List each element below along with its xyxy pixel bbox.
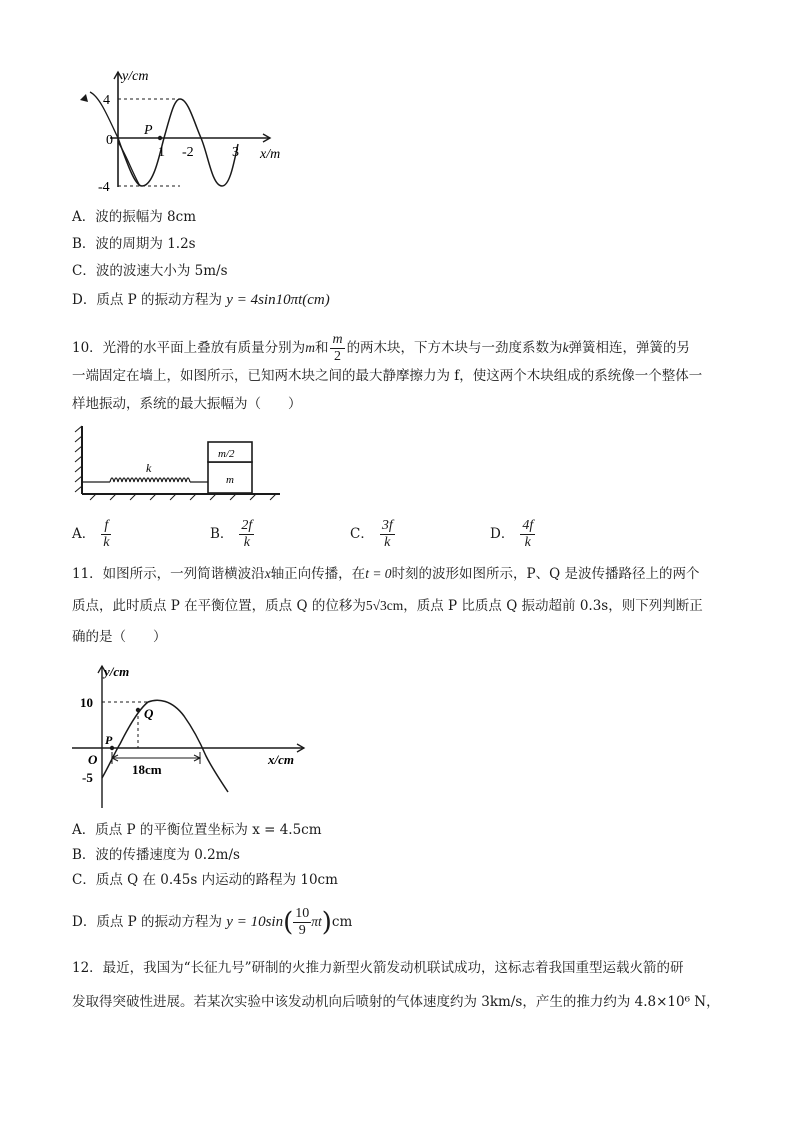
tick-10: 10 (80, 695, 93, 710)
tick-4: 4 (103, 93, 110, 108)
tick-1: 1 (158, 145, 165, 160)
q10-option-c: C． $\frac{3f}{k}$ (350, 518, 393, 550)
tick-neg5: -5 (82, 770, 93, 785)
q11-option-d: D．质点 P 的振动方程为 y = 10sin( $\frac{10}{9}$ πt)cm (72, 906, 353, 938)
q10-frac-m-2: $\frac{m}{2}$ (332, 332, 343, 364)
span-label: 18cm (132, 762, 162, 777)
spring-block-figure (70, 422, 290, 504)
q11-line-3: 确的是（ ） (72, 629, 167, 645)
q10-line-3: 样地振动，系统的最大振幅为（ ） (72, 396, 302, 412)
q10-option-b: B． $\frac{2f}{k}$ (210, 518, 253, 550)
q11-line-2: 质点，此时质点 P 在平衡位置，质点 Q 的位移为5√3cm，质点 P 比质点 Q 振动超前 0.3s，则下列判断正 (72, 598, 703, 614)
tick-3: 3 (232, 145, 239, 160)
q11-option-b: B．波的传播速度为 0.2m/s (72, 847, 240, 863)
q11-line-1: 11．如图所示，一列简谐横波沿x轴正向传播，在t = 0时刻的波形如图所示，P、Q 是波传播路径上的两个 (72, 566, 700, 582)
block-top-label: m/2 (218, 448, 235, 460)
tick-2: -2 (182, 145, 194, 160)
q9-option-c: C．波的波速大小为 5m/s (72, 263, 228, 279)
wave-graph-q11 (72, 660, 312, 810)
point-p-label: P (105, 733, 113, 747)
q12-line-1: 12．最近，我国为“长征九号”研制的火推力新型火箭发动机联试成功，这标志着我国重型运载火箭的研 (72, 960, 684, 976)
q10-line-1: 10．光滑的水平面上叠放有质量分别为m和 $\frac{m}{2}$ 的两木块，下方木块与一劲度系数为k弹簧相连，弹簧的另 (72, 332, 691, 364)
tick-neg4: -4 (98, 180, 110, 195)
point-p-label: P (144, 123, 153, 138)
x-axis-label: x/m (260, 147, 281, 162)
q10-line-2: 一端固定在墙上，如图所示，已知两木块之间的最大静摩擦力为 f，使这两个木块组成的系统像一个整体一 (72, 368, 703, 384)
x-axis-label: x/cm (268, 752, 294, 767)
q10-option-d: D． $\frac{4f}{k}$ (490, 518, 534, 550)
tick-0: 0 (106, 133, 113, 148)
q9-option-b: B．波的周期为 1.2s (72, 236, 196, 252)
q11-option-c: C．质点 Q 在 0.45s 内运动的路程为 10cm (72, 872, 338, 888)
q9-option-a: A．波的振幅为 8cm (72, 209, 196, 225)
origin-label: O (88, 752, 98, 767)
wave-graph-q9 (70, 62, 310, 202)
point-q-label: Q (144, 706, 154, 721)
y-axis-label: y/cm (122, 69, 149, 84)
q9-option-d: D．质点 P 的振动方程为 y = 4sin10πt(cm) (72, 292, 330, 308)
y-axis-label: y/cm (104, 664, 130, 679)
block-bottom-label: m (226, 474, 234, 486)
q9-d-formula: y = 4sin10πt(cm) (226, 292, 330, 308)
q10-option-a: A． $\frac{f}{k}$ (72, 518, 110, 550)
q11-option-a: A．质点 P 的平衡位置坐标为 x = 4.5cm (72, 822, 322, 838)
spring-label: k (146, 461, 152, 475)
q12-line-2: 发取得突破性进展。若某次实验中该发动机向后喷射的气体速度约为 3km/s，产生的推力约为 4.8×10⁶ N， (72, 994, 720, 1010)
